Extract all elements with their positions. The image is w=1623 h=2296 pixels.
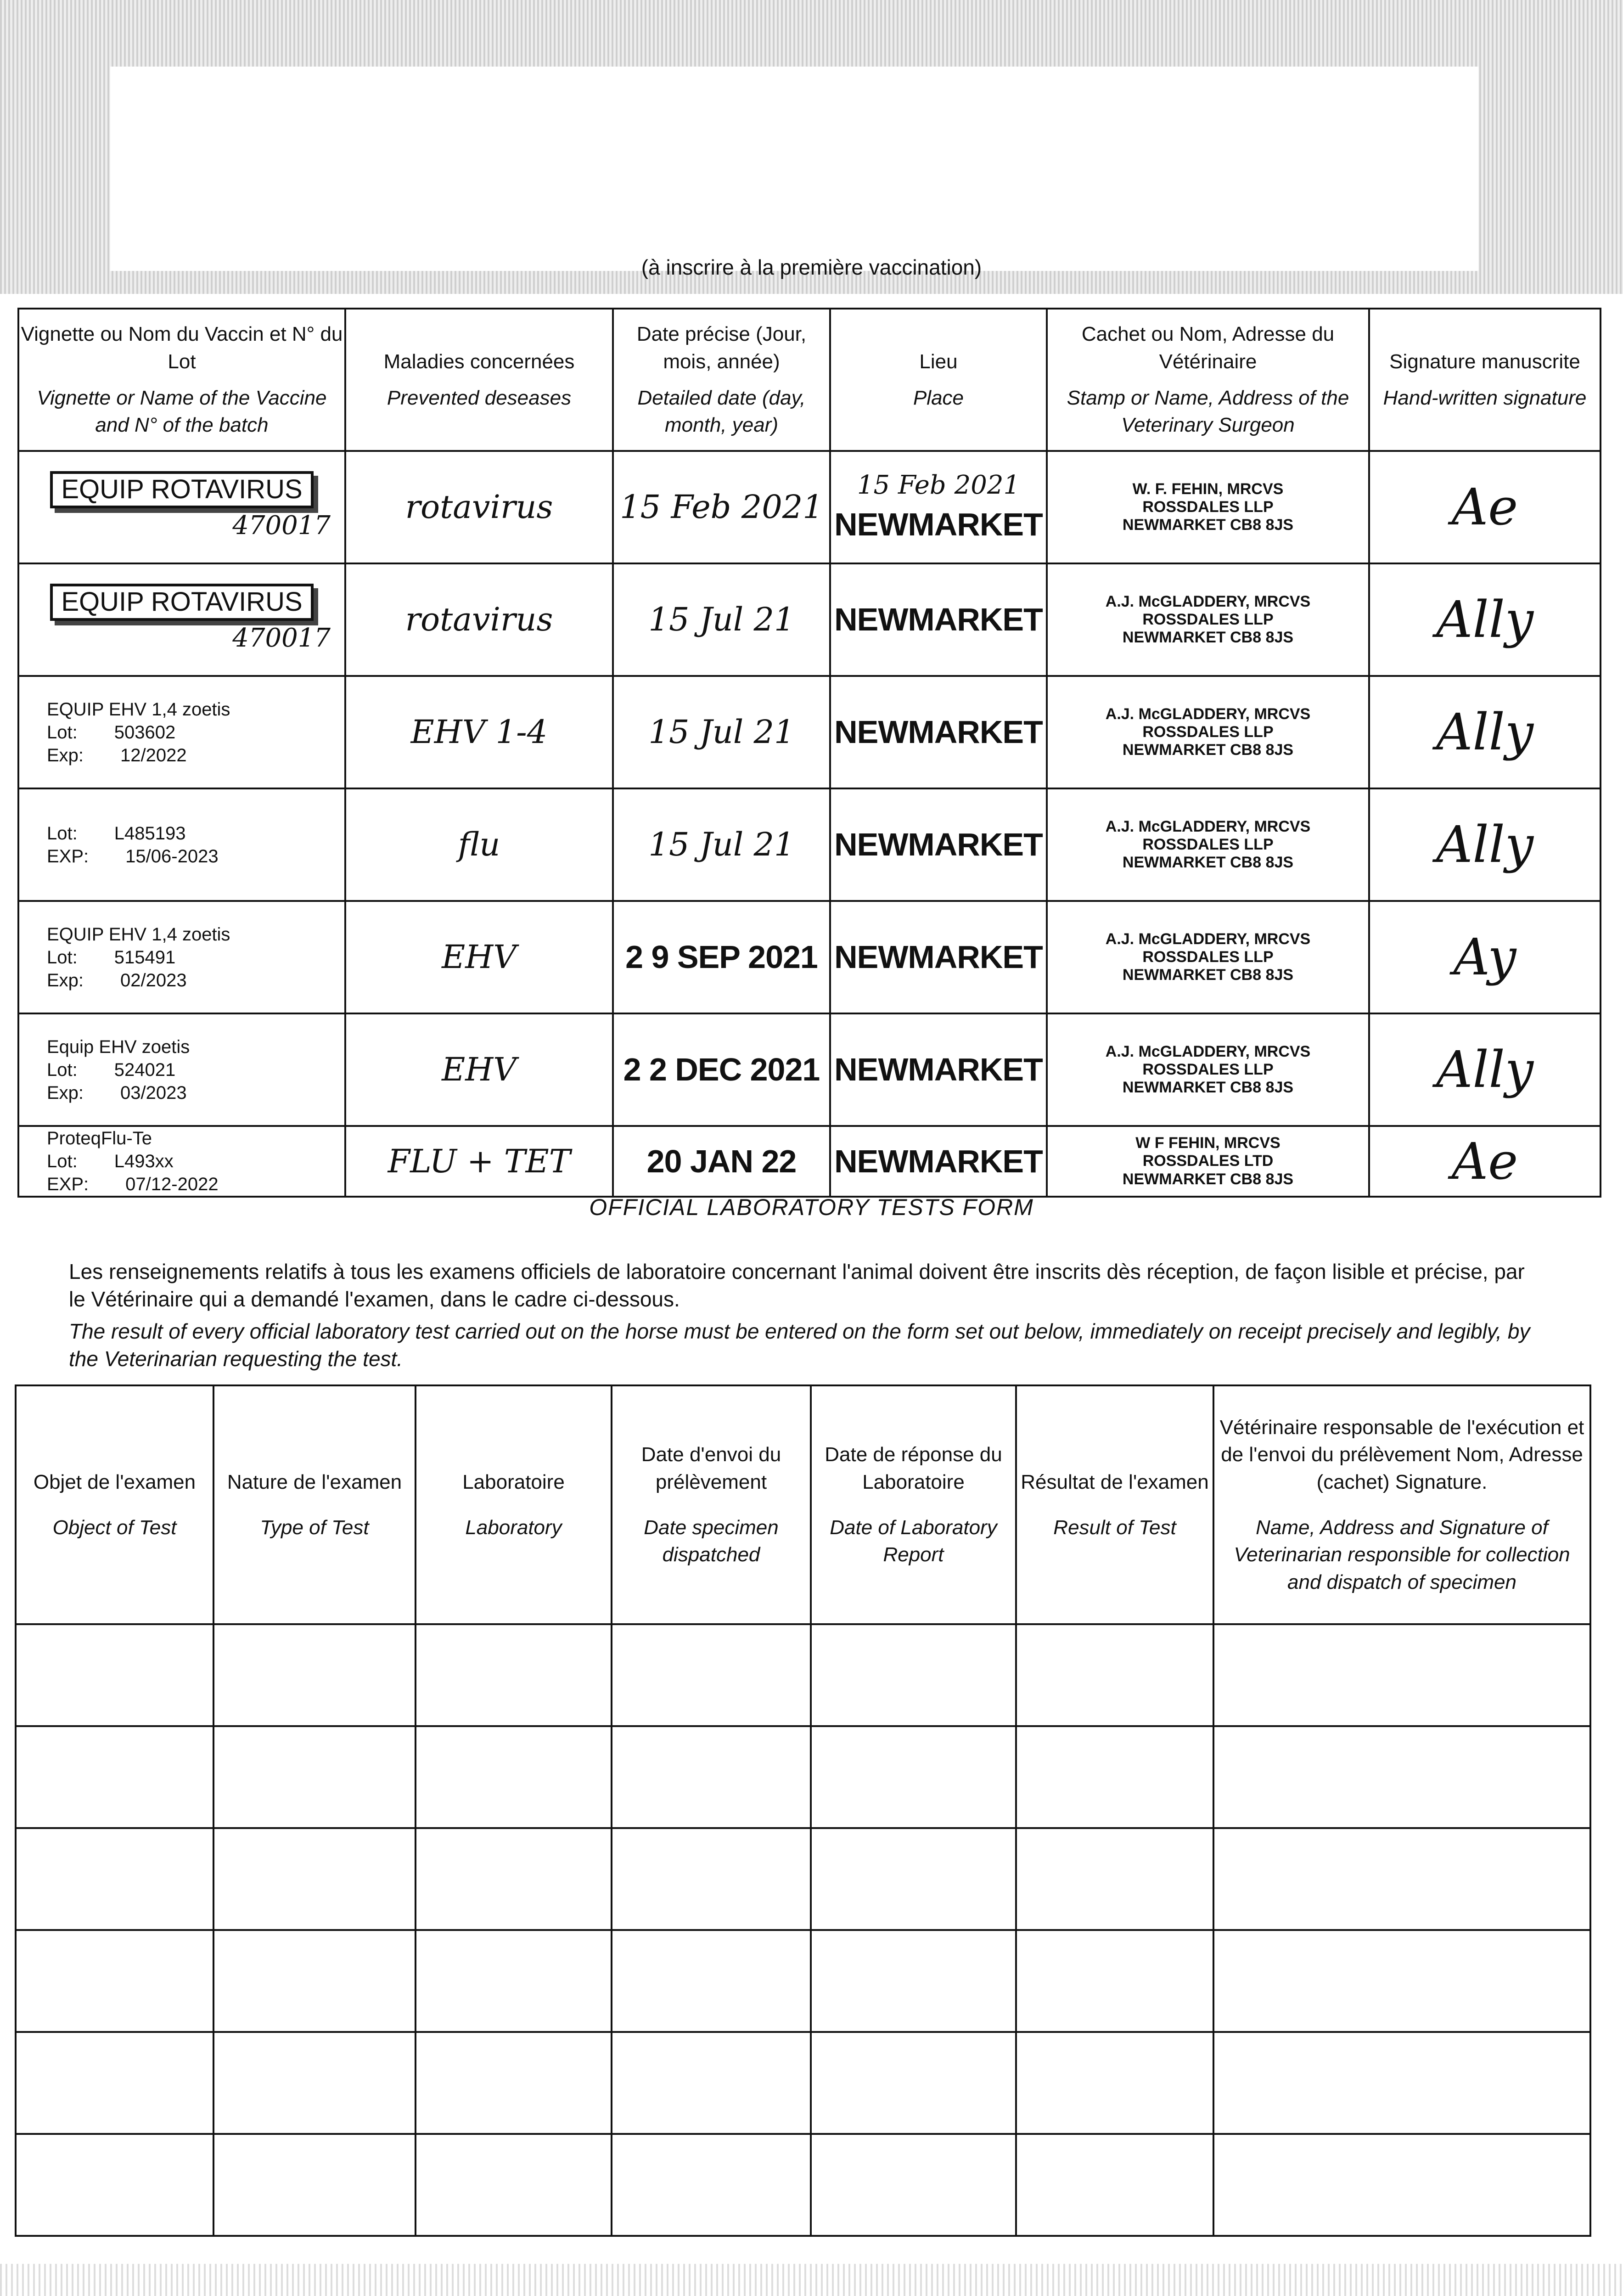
- place-cell: [830, 1013, 1047, 1126]
- lab-instructions-fr: Les renseignements relatifs à tous les examens officiels de laboratoire concernant l'animal doivent être inscrits dès réception, de façon lisible et précise, par le Vétérinaire qui a demandé l'examen, dans le cadre ci-dessous.: [69, 1260, 1525, 1311]
- lot-number: 515491: [114, 947, 176, 968]
- exp-label: EXP:: [47, 1174, 89, 1194]
- lab-cell[interactable]: [1016, 1624, 1213, 1726]
- vaccine-name: EQUIP ROTAVIRUS: [50, 471, 313, 508]
- place-handwritten: 15 Feb 2021: [857, 470, 1020, 501]
- vet-stamp-line: ROSSDALES LTD: [1142, 1152, 1274, 1170]
- column-header: [18, 309, 345, 451]
- vaccination-row: [18, 1013, 1601, 1126]
- lab-row: [16, 1930, 1590, 2032]
- place-cell: [830, 451, 1047, 563]
- exp-line: [19, 1081, 344, 1104]
- vet-stamp-cell: [1047, 901, 1369, 1013]
- vaccine-label-cell: [18, 676, 345, 788]
- header-fr: Date de réponse du Laboratoire: [825, 1443, 1002, 1493]
- vaccination-row: [18, 1126, 1601, 1197]
- lab-cell[interactable]: [1213, 2134, 1590, 2236]
- vaccine-name: EQUIP EHV 1,4 zoetis: [47, 924, 230, 945]
- lab-cell[interactable]: [416, 1624, 612, 1726]
- lab-cell[interactable]: [1016, 1726, 1213, 1828]
- lab-cell[interactable]: [416, 1828, 612, 1930]
- header-en: Date of Laboratory Report: [830, 1516, 997, 1566]
- vet-stamp-line: NEWMARKET CB8 8JS: [1122, 516, 1294, 534]
- lab-cell[interactable]: [1213, 2032, 1590, 2134]
- lab-cell[interactable]: [16, 2134, 213, 2236]
- vaccine-label-cell: [18, 1126, 345, 1197]
- lab-cell[interactable]: [1016, 2032, 1213, 2134]
- vet-stamp-line: A.J. McGLADDERY, MRCVS: [1105, 592, 1311, 610]
- vaccine-name: ProteqFlu-Te: [47, 1128, 152, 1148]
- disease-cell: FLU + TET: [345, 1126, 613, 1197]
- lab-cell[interactable]: [1213, 1726, 1590, 1828]
- lab-cell[interactable]: [811, 2032, 1016, 2134]
- lot-label: Lot:: [47, 1151, 78, 1171]
- lab-row: [16, 1726, 1590, 1828]
- header-en: Vignette or Name of the Vaccine and N° of the batch: [37, 387, 327, 437]
- lab-cell[interactable]: [213, 2134, 416, 2236]
- exp-line: [19, 1173, 344, 1196]
- signature: Ally: [1369, 1013, 1601, 1126]
- lab-cell[interactable]: [1016, 1930, 1213, 2032]
- lab-cell[interactable]: [1016, 1828, 1213, 1930]
- vaccine-label-cell: [18, 901, 345, 1013]
- batch-number: 470017: [232, 623, 331, 653]
- vet-stamp-cell: [1047, 1013, 1369, 1126]
- lab-cell[interactable]: [16, 1726, 213, 1828]
- exp-date: 02/2023: [120, 970, 187, 990]
- vet-stamp-line: NEWMARKET CB8 8JS: [1122, 966, 1294, 984]
- vaccination-row: [18, 563, 1601, 676]
- vet-stamp-line: W. F. FEHIN, MRCVS: [1132, 480, 1284, 498]
- exp-date: 15/06-2023: [125, 846, 219, 867]
- vet-stamp-line: ROSSDALES LLP: [1142, 610, 1274, 628]
- lab-cell[interactable]: [612, 2134, 811, 2236]
- place-cell: [830, 1126, 1047, 1197]
- vet-stamp-line: NEWMARKET CB8 8JS: [1122, 741, 1294, 759]
- lot-line: [19, 822, 344, 845]
- exp-date: 12/2022: [120, 745, 187, 765]
- lab-cell[interactable]: [16, 1828, 213, 1930]
- lab-cell[interactable]: [416, 1726, 612, 1828]
- header-fr: Lieu: [919, 350, 958, 373]
- place-stamp: NEWMARKET: [834, 602, 1043, 638]
- lab-cell[interactable]: [213, 2032, 416, 2134]
- column-header: [1047, 309, 1369, 451]
- lab-cell[interactable]: [1213, 1930, 1590, 2032]
- lab-cell[interactable]: [1016, 2134, 1213, 2236]
- lab-row: [16, 1828, 1590, 1930]
- disease-cell: EHV: [345, 1013, 613, 1126]
- column-header: [613, 309, 830, 451]
- lot-label: Lot:: [47, 823, 78, 844]
- lab-cell[interactable]: [213, 1726, 416, 1828]
- vet-stamp-line: NEWMARKET CB8 8JS: [1122, 854, 1294, 872]
- column-header: [1369, 309, 1601, 451]
- place-cell: [830, 788, 1047, 901]
- place-cell: [830, 676, 1047, 788]
- header-en: Stamp or Name, Address of the Veterinary Surgeon: [1067, 387, 1349, 437]
- vaccine-name: EQUIP EHV 1,4 zoetis: [47, 699, 230, 720]
- vaccination-header-row: [18, 309, 1601, 451]
- signature: Ally: [1369, 788, 1601, 901]
- header-en: Prevented deseases: [387, 387, 572, 409]
- header-fr: Cachet ou Nom, Adresse du Vétérinaire: [1081, 323, 1335, 373]
- lab-cell[interactable]: [612, 1930, 811, 2032]
- lot-label: Lot:: [47, 722, 78, 743]
- header-en: Place: [913, 387, 964, 409]
- vet-stamp-cell: [1047, 1126, 1369, 1197]
- header-fr: Objet de l'examen: [33, 1470, 196, 1493]
- disease-cell: flu: [345, 788, 613, 901]
- column-header: [345, 309, 613, 451]
- lab-tests-table: [15, 1384, 1591, 2237]
- lab-tests-title: OFFICIAL LABORATORY TESTS FORM: [589, 1194, 1034, 1220]
- disease-cell: rotavirus: [345, 451, 613, 563]
- signature: Ally: [1369, 563, 1601, 676]
- vet-stamp-line: A.J. McGLADDERY, MRCVS: [1105, 817, 1311, 835]
- lab-column-header: [416, 1385, 612, 1624]
- lab-cell[interactable]: [416, 2032, 612, 2134]
- date-cell: 20 JAN 22: [613, 1126, 830, 1197]
- place-stamp: NEWMARKET: [834, 827, 1043, 863]
- vet-stamp-line: ROSSDALES LLP: [1142, 1060, 1274, 1078]
- place-cell: [830, 901, 1047, 1013]
- lab-row: [16, 1624, 1590, 1726]
- lot-label: Lot:: [47, 947, 78, 968]
- lot-number: 503602: [114, 722, 176, 743]
- vet-stamp-cell: [1047, 451, 1369, 563]
- date-cell: 15 Jul 21: [613, 676, 830, 788]
- lot-number: L485193: [114, 823, 186, 844]
- vaccination-row: [18, 451, 1601, 563]
- header-fr: Date d'envoi du prélèvement: [641, 1443, 781, 1493]
- exp-label: Exp:: [47, 1082, 84, 1103]
- date-cell: 15 Jul 21: [613, 563, 830, 676]
- lab-row: [16, 2032, 1590, 2134]
- vet-stamp-line: A.J. McGLADDERY, MRCVS: [1105, 705, 1311, 723]
- exp-line: [19, 744, 344, 767]
- header-fr: Maladies concernées: [383, 350, 575, 373]
- place-stamp: NEWMARKET: [834, 1143, 1043, 1179]
- lab-cell[interactable]: [213, 1828, 416, 1930]
- lab-column-header: [16, 1385, 213, 1624]
- lab-instructions-en: The result of every official laboratory test carried out on the horse must be entered on the form set out below, immediately on receipt precisely and legibly, by the Veterinarian requesting the test.: [69, 1319, 1530, 1371]
- lab-column-header: [1213, 1385, 1590, 1624]
- disease-cell: rotavirus: [345, 563, 613, 676]
- vet-stamp-line: ROSSDALES LLP: [1142, 498, 1274, 516]
- lab-cell[interactable]: [213, 1930, 416, 2032]
- header-fr: Laboratoire: [462, 1470, 565, 1493]
- header-fr: Nature de l'examen: [227, 1470, 402, 1493]
- lab-cell[interactable]: [612, 1726, 811, 1828]
- header-fr: Date précise (Jour, mois, année): [636, 323, 807, 373]
- lab-header-row: [16, 1385, 1590, 1624]
- lab-column-header: [811, 1385, 1016, 1624]
- lot-number: 524021: [114, 1059, 176, 1080]
- exp-line: [19, 845, 344, 868]
- date-cell: 2 2 DEC 2021: [613, 1013, 830, 1126]
- signature: Ae: [1369, 1126, 1601, 1197]
- place-stamp: NEWMARKET: [834, 506, 1043, 543]
- date-cell: 15 Jul 21: [613, 788, 830, 901]
- header-fr: Résultat de l'examen: [1021, 1470, 1209, 1493]
- batch-number: 470017: [232, 511, 331, 541]
- first-vaccination-caption: (à inscrire à la première vaccination): [641, 255, 982, 279]
- lab-cell[interactable]: [16, 1930, 213, 2032]
- vet-stamp-line: ROSSDALES LLP: [1142, 723, 1274, 741]
- place-stamp: NEWMARKET: [834, 939, 1043, 975]
- exp-date: 03/2023: [120, 1082, 187, 1103]
- vaccine-label-cell: [18, 788, 345, 901]
- lab-cell[interactable]: [612, 2032, 811, 2134]
- signature: Ay: [1369, 901, 1601, 1013]
- lab-column-header: [612, 1385, 811, 1624]
- redacted-area: [110, 67, 1478, 271]
- lab-cell[interactable]: [612, 1828, 811, 1930]
- vet-stamp-cell: [1047, 676, 1369, 788]
- vaccine-name: EQUIP ROTAVIRUS: [50, 584, 313, 621]
- header-en: Name, Address and Signature of Veterinarian responsible for collection and dispatch of specimen: [1234, 1516, 1570, 1593]
- vet-stamp-line: A.J. McGLADDERY, MRCVS: [1105, 930, 1311, 948]
- exp-label: Exp:: [47, 970, 84, 990]
- lab-cell[interactable]: [811, 1828, 1016, 1930]
- vet-stamp-cell: [1047, 788, 1369, 901]
- lab-cell[interactable]: [416, 1930, 612, 2032]
- header-en: Object of Test: [52, 1516, 177, 1539]
- lab-cell[interactable]: [416, 2134, 612, 2236]
- header-fr: Vignette ou Nom du Vaccin et N° du Lot: [21, 323, 343, 373]
- exp-label: Exp:: [47, 745, 84, 765]
- exp-date: 07/12-2022: [125, 1174, 219, 1194]
- vet-stamp-line: ROSSDALES LLP: [1142, 948, 1274, 966]
- lab-cell[interactable]: [811, 2134, 1016, 2236]
- date-cell: 2 9 SEP 2021: [613, 901, 830, 1013]
- date-cell: 15 Feb 2021: [613, 451, 830, 563]
- vet-stamp-cell: [1047, 563, 1369, 676]
- exp-label: EXP:: [47, 846, 89, 867]
- lab-cell[interactable]: [213, 1624, 416, 1726]
- place-stamp: NEWMARKET: [834, 1052, 1043, 1088]
- lab-cell[interactable]: [16, 1624, 213, 1726]
- lab-cell[interactable]: [16, 2032, 213, 2134]
- lab-cell[interactable]: [1213, 1828, 1590, 1930]
- header-fr: Vétérinaire responsable de l'exécution et de l'envoi du prélèvement Nom, Adresse (cachet) Signature.: [1219, 1416, 1584, 1493]
- vet-stamp-line: A.J. McGLADDERY, MRCVS: [1105, 1042, 1311, 1060]
- header-en: Type of Test: [260, 1516, 369, 1539]
- place-stamp: NEWMARKET: [834, 714, 1043, 750]
- disease-cell: EHV: [345, 901, 613, 1013]
- lot-line: [19, 946, 344, 969]
- vet-stamp-line: NEWMARKET CB8 8JS: [1122, 1079, 1294, 1097]
- header-en: Date specimen dispatched: [644, 1516, 779, 1566]
- lot-number: L493xx: [114, 1151, 174, 1171]
- vaccination-table: [17, 308, 1601, 1198]
- lab-row: [16, 2134, 1590, 2236]
- lot-label: Lot:: [47, 1059, 78, 1080]
- lab-cell[interactable]: [1213, 1624, 1590, 1726]
- vet-stamp-line: ROSSDALES LLP: [1142, 835, 1274, 853]
- lot-line: [19, 721, 344, 744]
- vet-stamp-line: NEWMARKET CB8 8JS: [1122, 629, 1294, 647]
- lot-line: [19, 1150, 344, 1173]
- vaccine-label-cell: [18, 563, 345, 676]
- disease-cell: EHV 1-4: [345, 676, 613, 788]
- lab-cell[interactable]: [811, 1930, 1016, 2032]
- vaccine-name: Equip EHV zoetis: [47, 1036, 190, 1057]
- lot-line: [19, 1058, 344, 1081]
- header-en: Laboratory: [465, 1516, 562, 1539]
- lab-cell[interactable]: [811, 1726, 1016, 1828]
- column-header: [830, 309, 1047, 451]
- vaccine-label-cell: [18, 451, 345, 563]
- header-en: Hand-written signature: [1383, 387, 1587, 409]
- header-en: Detailed date (day, month, year): [637, 387, 806, 437]
- vet-stamp-line: NEWMARKET CB8 8JS: [1122, 1170, 1294, 1188]
- lab-column-header: [213, 1385, 416, 1624]
- signature: Ally: [1369, 676, 1601, 788]
- header-fr: Signature manuscrite: [1389, 350, 1580, 373]
- place-cell: [830, 563, 1047, 676]
- lab-column-header: [1016, 1385, 1213, 1624]
- vaccine-label-cell: [18, 1013, 345, 1126]
- lab-cell[interactable]: [612, 1624, 811, 1726]
- signature: Ae: [1369, 451, 1601, 563]
- scan-noise-bottom: [0, 2264, 1623, 2296]
- exp-line: [19, 969, 344, 992]
- vet-stamp-line: W F FEHIN, MRCVS: [1135, 1134, 1280, 1152]
- vaccination-row: [18, 788, 1601, 901]
- vaccination-row: [18, 901, 1601, 1013]
- header-en: Result of Test: [1053, 1516, 1176, 1539]
- lab-cell[interactable]: [811, 1624, 1016, 1726]
- vaccination-row: [18, 676, 1601, 788]
